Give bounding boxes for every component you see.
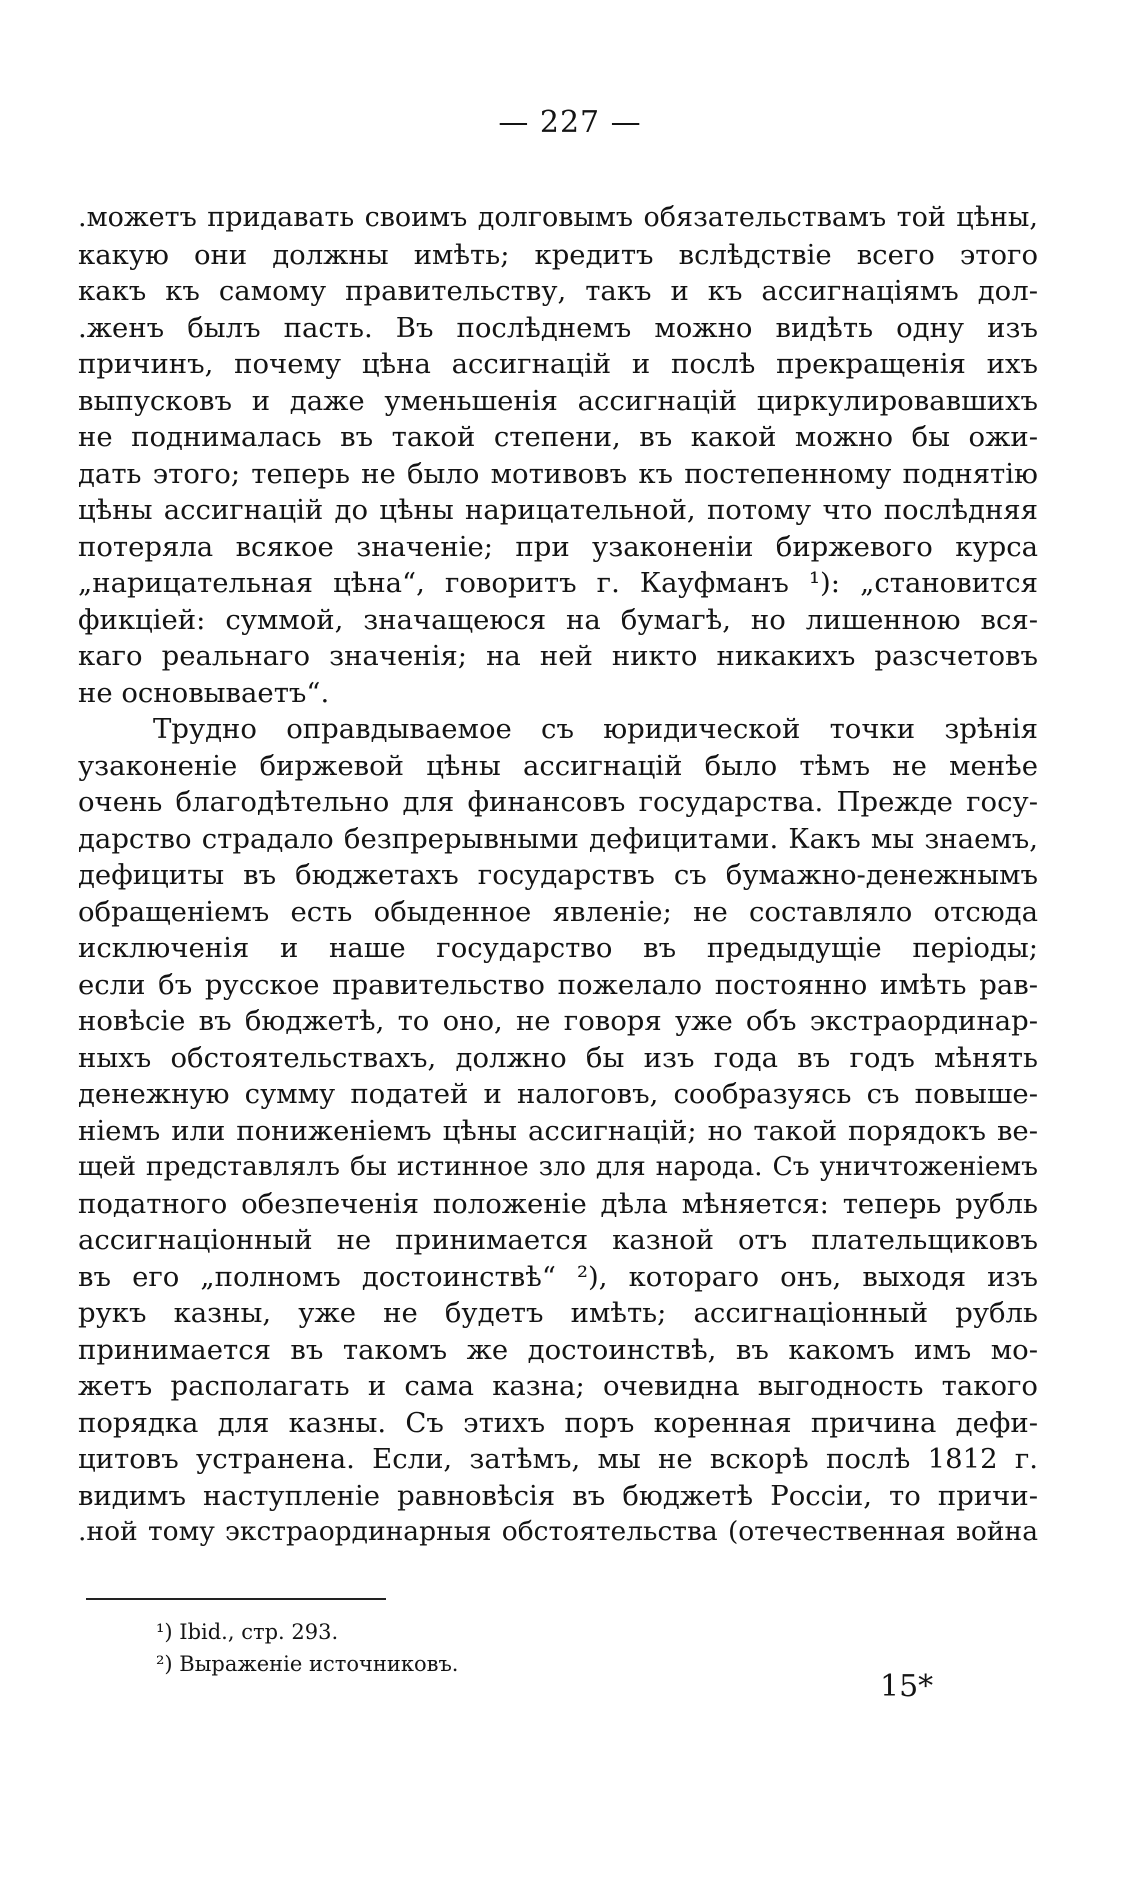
paragraph-start-line: Трудно оправдываемое съ юридической точки зрѣнія (153, 713, 1038, 745)
text-line: если бъ русское правительство пожелало постоянно имѣть рав- (78, 968, 1038, 1001)
text-line: какъ къ самому правительству, такъ и къ ассигнаціямъ дол- (78, 275, 1038, 307)
text-line: видимъ наступленіе равновѣсія въ бюджетѣ Россіи, то причи- (78, 1479, 1038, 1512)
body-text (78, 200, 1038, 1551)
text-line: ныхъ обстоятельствахъ, должно бы изъ года въ годъ мѣнять (78, 1041, 1038, 1074)
text-line: дать этого; теперь не было мотивовъ къ постепенному поднятію (78, 457, 1038, 490)
signature-mark: 15* (880, 1669, 934, 1704)
text-line: выпусковъ и даже уменьшенія ассигнацій циркулировавшихъ (78, 384, 1038, 417)
text-line: потеряла всякое значеніе; при узаконеніи биржевого курса (78, 530, 1038, 563)
footnote-divider (86, 1598, 386, 1600)
text-line: дефициты въ бюджетахъ государствъ съ бумажно-денежнымъ (78, 859, 1038, 891)
text-line: узаконеніе биржевой цѣны ассигнацій было тѣмъ не менѣе (78, 749, 1038, 782)
footnote-2: ²) Выраженіе источниковъ. (156, 1652, 459, 1676)
text-line: новѣсіе въ бюджетѣ, то оно, не говоря уже объ экстраординар- (78, 1005, 1038, 1037)
text-line: причинъ, почему цѣна ассигнацій и послѣ прекращенія ихъ (78, 348, 1038, 380)
text-line: въ его „полномъ достоинствѣ“ ²), котораго онъ, выходя изъ (78, 1260, 1038, 1293)
footnotes (156, 1616, 856, 1680)
text-line: ніемъ или пониженіемъ цѣны ассигнацій; но такой порядокъ ве- (78, 1114, 1038, 1147)
text-line: каго реальнаго значенія; на ней никто никакихъ разсчетовъ (78, 640, 1038, 672)
text-line: .ной тому экстраординарныя обстоятельства (отечественная война (78, 1516, 1038, 1547)
text-line: цѣны ассигнацій до цѣны нарицательной, потому что послѣдняя (78, 494, 1038, 526)
text-line: обращеніемъ есть обыденное явленіе; не составляло отсюда (78, 895, 1038, 928)
text-line: денежную сумму податей и налоговъ, сообразуясь съ повыше- (78, 1078, 1038, 1110)
text-line: исключенія и наше государство въ предыдущіе періоды; (78, 932, 1038, 964)
text-line: принимается въ такомъ же достоинствѣ, въ какомъ имъ мо- (78, 1333, 1038, 1366)
text-line: .можетъ придавать своимъ долговымъ обязательствамъ той цѣны, (78, 202, 1038, 233)
text-line: дарство страдало безпрерывными дефицитами. Какъ мы знаемъ, (78, 822, 1038, 855)
text-line: фикціей: суммой, значащеюся на бумагѣ, но лишенною вся- (78, 603, 1038, 636)
text-line: .женъ былъ пасть. Въ послѣднемъ можно видѣть одну изъ (78, 311, 1038, 344)
text-line: податного обезпеченія положеніе дѣла мѣняется: теперь рубль (78, 1187, 1038, 1220)
text-line: какую они должны имѣть; кредитъ вслѣдствіе всего этого (78, 238, 1038, 271)
text-line: жетъ располагать и сама казна; очевидна выгодность такого (78, 1370, 1038, 1402)
text-line: рукъ казны, уже не будетъ имѣть; ассигнаціонный рубль (78, 1297, 1038, 1329)
text-line: щей представлялъ бы истинное зло для народа. Съ уничтоженіемъ (78, 1151, 1038, 1182)
text-line: порядка для казны. Съ этихъ поръ коренная причина дефи- (78, 1406, 1038, 1439)
text-line: ассигнаціонный не принимается казной отъ плательщиковъ (78, 1224, 1038, 1256)
footnote-1: ¹) Ibid., стр. 293. (156, 1620, 339, 1644)
text-line: очень благодѣтельно для финансовъ государства. Прежде госу- (78, 786, 1038, 818)
text-line: „нарицательная цѣна“, говоритъ г. Кауфманъ ¹): „становится (78, 567, 1038, 599)
text-line: цитовъ устранена. Если, затѣмъ, мы не вскорѣ послѣ 1812 г. (78, 1443, 1038, 1475)
text-line: не поднималась въ такой степени, въ какой можно бы ожи- (78, 421, 1038, 453)
paragraph-end-line: не основываетъ“. (78, 676, 330, 709)
page-number: — 227 — (498, 105, 642, 140)
